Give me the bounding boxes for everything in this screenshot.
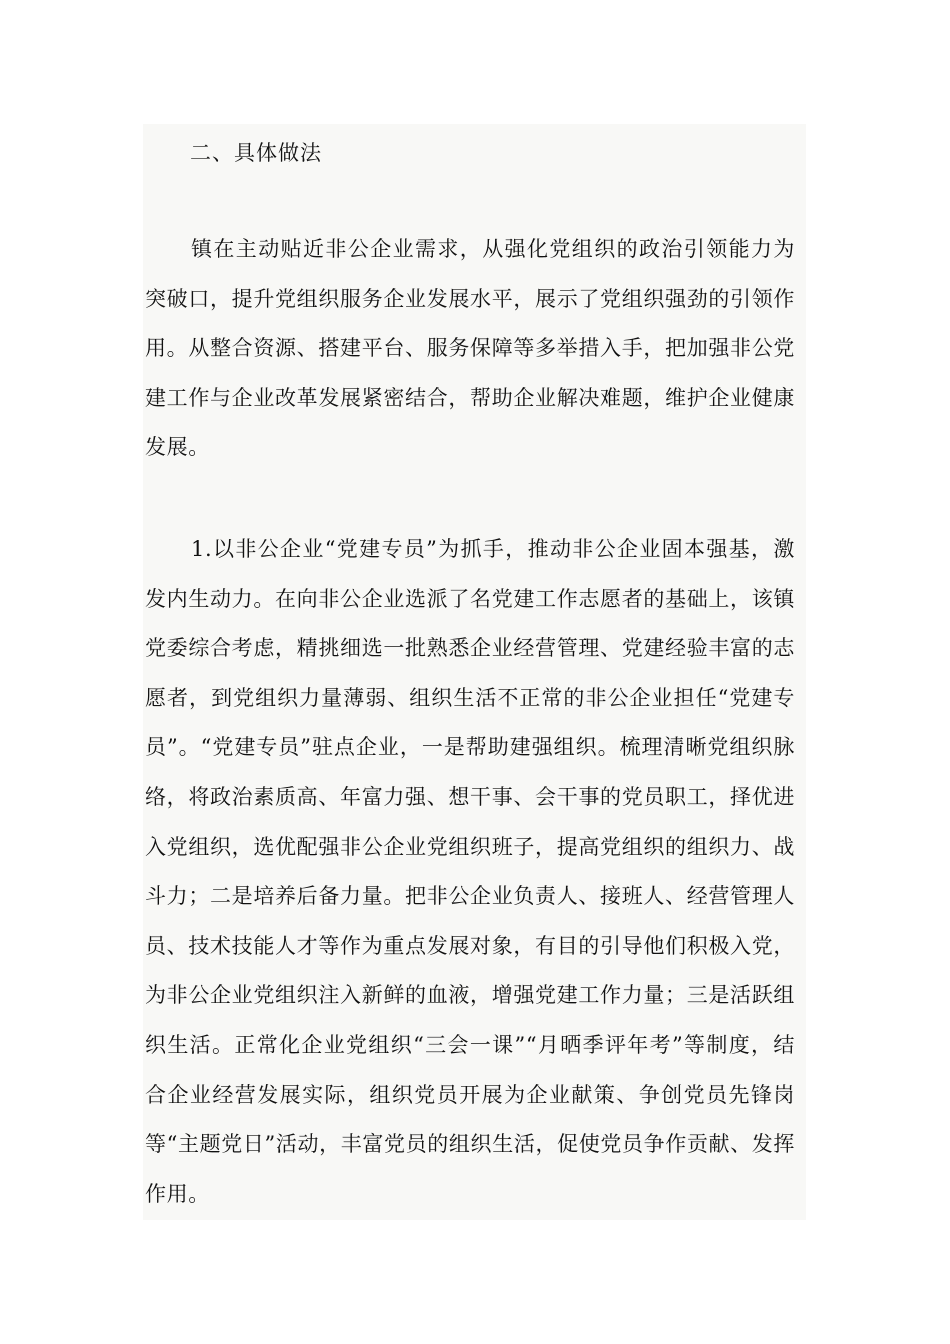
document-content-area [143, 124, 806, 1220]
paragraph-intro: 镇在主动贴近非公企业需求，从强化党组织的政治引领能力为突破口，提升党组织服务企业发展水平，展示了党组织强劲的引领作用。从整合资源、搭建平台、服务保障等多举措入手，把加强非公党建工作与企业改革发展紧密结合，帮助企业解决难题，维护企业健康发展。 [145, 237, 795, 460]
section-heading: 二、具体做法 [190, 141, 322, 165]
paragraph-item-1: 1.以非公企业“党建专员”为抓手，推动非公企业固本强基，激发内生动力。在向非公企业选派了名党建工作志愿者的基础上，该镇党委综合考虑，精挑细选一批熟悉企业经营管理、党建经验丰富的志愿者，到党组织力量薄弱、组织生活不正常的非公企业担任“党建专员”。“党建专员”驻点企业，一是帮助建强组织。梳理清晰党组织脉络，将政治素质高、年富力强、想干事、会干事的党员职工，择优进入党组织，选优配强非公企业党组织班子，提高党组织的组织力、战斗力；二是培养后备力量。把非公企业负责人、接班人、经营管理人员、技术技能人才等作为重点发展对象，有目的引导他们积极入党，为非公企业党组织注入新鲜的血液，增强党建工作力量；三是活跃组织生活。正常化企业党组织“三会一课”“月晒季评年考”等制度，结合企业经营发展实际，组织党员开展为企业献策、争创党员先锋岗等“主题党日”活动，丰富党员的组织生活，促使党员争作贡献、发挥作用。 [145, 537, 795, 1206]
